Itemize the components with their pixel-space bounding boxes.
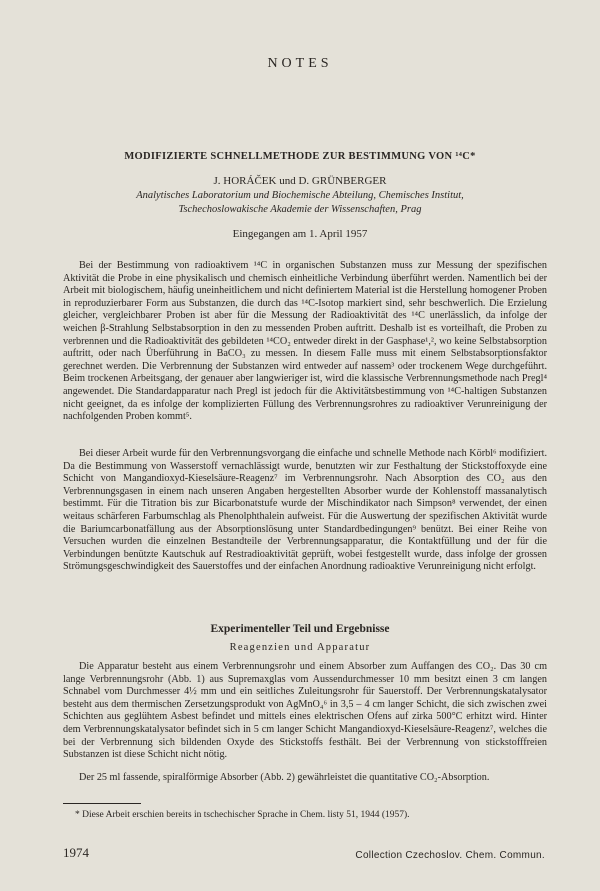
paragraph-2: Bei dieser Arbeit wurde für den Verbrennungsvorgang die einfache und schnelle Methode nach Körbl⁶ modifiziert. Da die Bestimmung von Wasserstoff vernachlässigt wurde, benutzten wir zur Festhaltung der Stickstoffoxyde eine Schicht von Mangandioxyd-Kieselsäure-Reagenz⁷ im Verbrennungsrohr. Nach Absorption des CO₂ aus den Verbrennungsgasen in einem nach unseren Angaben hergestellten Absorber wurde der Kohlenstoff massanalytisch bestimmt. Für die Titration bis zur Bicarbonatstufe wurde der Mischindikator nach Simpson⁸ verwendet, der einen weitaus schärferen Farbumschlag als Phenolphthalein aufweist. Für die Auswertung der spezifischen Aktivität wurde die Bariumcarbonatfällung aus der Absorptionslösung unter Standardbedingungen⁹ benützt. Bei einer Reihe von Versuchen wurden die einzelnen Bestandteile der Verbrennungsapparatur, die Kontaktfüllung und der für die Verbindungen benützte Kautschuk auf Restradioaktivität geprüft, wobei festgestellt wurde, dass infolge der grossen Strömungsgeschwindigkeit des Sauerstoffes und der einfachen Anordnung radioaktive Verunreinigung nicht erfolgt. bbox=[63, 448, 547, 573]
paragraph-1: Bei der Bestimmung von radioaktivem ¹⁴C in organischen Substanzen muss zur Messung der spezifischen Aktivität die Probe in eine physikalisch und chemisch einheitliche Verbindung überführt werden. Namentlich bei der Arbeit mit biologischem, häufig uneinheitlichem und nicht definiertem Material ist die Herstellung homogener Proben in reproduzierbarer Form aus Substanzen, die durch das ¹⁴C-Isotop markiert sind, sehr beschwerlich. Die Erzielung gleicher, vergleichbarer Proben ist aber für die Messung der Radioaktivität des ¹⁴C unerlässlich, da infolge der weichen β-Strahlung Selbstabsorption in den zu messenden Proben auftritt. Deshalb ist es vorteilhaft, die Proben zu verbrennen und die Radioaktivität des gebildeten ¹⁴CO₂ entweder direkt in der Gasphase¹,², wo keine Selbstabsorption auftritt, oder nach Überführung in BaCO₃ zu messen. In diesem Falle muss mit einem Selbstabsorptionsfaktor gerechnet werden. Die Verbrennung der Substanzen wird entweder auf nassem³ oder trockenem Wege durchgeführt. Beim trockenen Arbeitsgang, der genauer aber langwieriger ist, wird die klassische Verbrennungsmethode nach Pregl⁴ angewendet. Die Standardapparatur nach Pregl ist jedoch für die Aktivitätsbestimmung von ¹⁴C-haltigen Substanzen nicht geeignet, da es infolge der komplizierten Füllung des Verbrennungsrohres zu radioaktiver Verunreinigung der nachfolgenden Proben kommt⁵. bbox=[63, 260, 547, 423]
page-number: 1974 bbox=[63, 845, 89, 860]
affiliation-line-1: Analytisches Laboratorium und Biochemische Abteilung, Chemisches Institut, bbox=[136, 190, 464, 201]
received-date: Eingegangen am 1. April 1957 bbox=[232, 228, 368, 240]
paragraph-4: Der 25 ml fassende, spiralförmige Absorber (Abb. 2) gewährleistet die quantitative CO₂-Absorption. bbox=[79, 772, 490, 783]
footnote-divider bbox=[63, 803, 141, 804]
journal-name: Collection Czechoslov. Chem. Commun. bbox=[355, 850, 545, 861]
paragraph-3: Die Apparatur besteht aus einem Verbrennungsrohr und einem Absorber zum Auffangen des CO₂. Das 30 cm lange Verbrennungsrohr (Abb. 1) aus Supremaxglas vom Aussendurchmesser 10 mm besitzt einen 3 cm langen Schnabel vom Durchmesser 4½ mm und ein seitliches Zuleitungsrohr für Sauerstoff. Der Verbrennungskatalysator besteht aus dem thermischen Zersetzungsprodukt von AgMnO₄⁶ in 3,5 – 4 cm langer Schicht, die sich zwischen zwei Schichten aus geglühtem Asbest befindet und mittels eines elektrischen Ofens auf zirka 500°C erhitzt wird. Hinter dem Verbrennungskatalysator befindet sich in 5 cm langer Schicht Mangandioxyd-Kieselsäure-Reagenz⁷, welches die bei der Verbrennung sich bildenden Oxyde des Stickstoffs festhält. Bei der Verbrennung von stickstofffreien Substanzen ist diese Schicht nicht nötig. bbox=[63, 661, 547, 761]
footnote: * Diese Arbeit erschien bereits in tschechischer Sprache in Chem. listy 51, 1944 (1957). bbox=[75, 810, 410, 820]
body-text-absorber bbox=[63, 772, 547, 785]
author-affiliation bbox=[0, 189, 600, 216]
section-heading-experimental: Experimenteller Teil und Ergebnisse bbox=[210, 623, 390, 635]
article-title: MODIFIZIERTE SCHNELLMETHODE ZUR BESTIMMUNG VON ¹⁴C* bbox=[124, 151, 476, 162]
body-text-method bbox=[63, 448, 547, 574]
affiliation-line-2: Tschechoslowakische Akademie der Wissenschaften, Prag bbox=[178, 203, 422, 215]
subsection-heading-reagents: Reagenzien und Apparatur bbox=[229, 642, 371, 653]
body-text-intro bbox=[63, 260, 547, 424]
section-heading-notes: NOTES bbox=[267, 56, 333, 71]
article-authors: J. HORÁČEK und D. GRÜNBERGER bbox=[213, 175, 387, 187]
body-text-apparatus bbox=[63, 661, 547, 762]
